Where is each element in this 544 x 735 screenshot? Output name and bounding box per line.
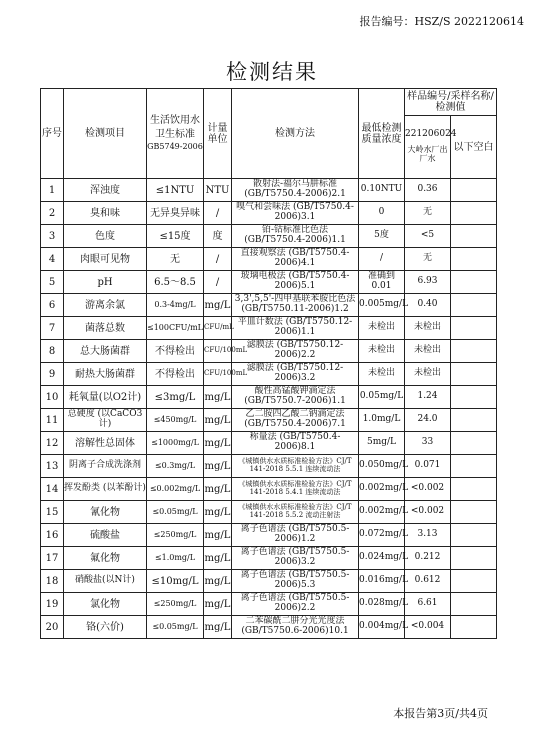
row-method: 散射法-福尔马肼标准 (GB/T5750.4-2006)2.1 <box>232 179 359 202</box>
row-standard: ≤250mg/L <box>147 524 204 547</box>
row-item: 耐热大肠菌群 <box>64 363 147 386</box>
row-unit: mg/L <box>204 432 232 455</box>
row-seq: 12 <box>41 432 64 455</box>
row-seq: 20 <box>41 616 64 639</box>
row-limit: 0.050mg/L <box>359 455 405 478</box>
header-standard-line2: 卫生标准 <box>155 129 195 141</box>
row-method: 《城镇供水水质标准检验方法》CJ/T 141-2018 5.5.2 流动注射法 <box>232 501 359 524</box>
header-sample-id <box>405 116 457 179</box>
row-seq: 6 <box>41 294 64 317</box>
sample-id: 221206024 <box>405 129 457 140</box>
row-unit: mg/L <box>204 294 232 317</box>
row-item: 耗氧量(以O2计) <box>64 386 147 409</box>
row-item: 肉眼可见物 <box>64 248 147 271</box>
table-row <box>41 570 497 593</box>
row-standard: ≤0.05mg/L <box>147 501 204 524</box>
table-row <box>41 409 497 432</box>
row-value: 0.212 <box>405 547 451 570</box>
row-method: 离子色谱法 (GB/T5750.5-2006)5.3 <box>232 570 359 593</box>
page-footer: 本报告第3页/共4页 <box>393 707 488 720</box>
row-unit: mg/L <box>204 547 232 570</box>
table-row <box>41 340 497 363</box>
header-standard-line1: 生活饮用水 <box>150 115 200 127</box>
row-seq: 19 <box>41 593 64 616</box>
row-standard: 不得检出 <box>147 363 204 386</box>
row-limit: 0.10NTU <box>359 179 405 202</box>
row-seq: 1 <box>41 179 64 202</box>
row-value: <0.002 <box>405 478 451 501</box>
row-standard: 不得检出 <box>147 340 204 363</box>
table-row <box>41 317 497 340</box>
row-unit: CFU/100mL <box>204 363 232 386</box>
table-row <box>41 432 497 455</box>
header-standard-line3: GB5749-2006 <box>147 142 203 152</box>
row-item: 总硬度 (以CaCO3计) <box>64 409 147 432</box>
row-method: 滤膜法 (GB/T5750.12-2006)3.2 <box>232 363 359 386</box>
row-seq: 15 <box>41 501 64 524</box>
table-row <box>41 363 497 386</box>
row-value: 无 <box>405 248 451 271</box>
row-limit: 1.0mg/L <box>359 409 405 432</box>
row-standard: ≤0.3mg/L <box>147 455 204 478</box>
results-table <box>40 88 497 639</box>
row-item: 硫酸盐 <box>64 524 147 547</box>
row-limit: 未检出 <box>359 363 405 386</box>
row-unit: mg/L <box>204 524 232 547</box>
row-blank <box>451 501 497 524</box>
row-unit: / <box>204 271 232 294</box>
row-blank <box>451 478 497 501</box>
row-method: 《城镇供水水质标准检验方法》CJ/T 141-2018 5.4.1 连续流动法 <box>232 478 359 501</box>
row-blank <box>451 363 497 386</box>
row-value: 0.071 <box>405 455 451 478</box>
row-item: 色度 <box>64 225 147 248</box>
row-standard: ≤250mg/L <box>147 593 204 616</box>
table-row <box>41 294 497 317</box>
row-limit: 0.002mg/L <box>359 478 405 501</box>
row-limit: 未检出 <box>359 340 405 363</box>
page-title: 检测结果 <box>226 60 318 84</box>
row-unit: mg/L <box>204 409 232 432</box>
header-unit: 计量单位 <box>204 89 232 179</box>
header-seq: 序号 <box>41 89 64 179</box>
row-value: <5 <box>405 225 451 248</box>
row-value: 24.0 <box>405 409 451 432</box>
row-limit: 5mg/L <box>359 432 405 455</box>
header-limit: 最低检测质量浓度 <box>359 89 405 179</box>
row-standard: ≤0.002mg/L <box>147 478 204 501</box>
row-seq: 8 <box>41 340 64 363</box>
row-limit: 0.024mg/L <box>359 547 405 570</box>
row-limit: 0.05mg/L <box>359 386 405 409</box>
row-value: 6.61 <box>405 593 451 616</box>
row-standard: 无 <box>147 248 204 271</box>
table-row <box>41 455 497 478</box>
row-method: 直接观察法 (GB/T5750.4-2006)4.1 <box>232 248 359 271</box>
table-row <box>41 202 497 225</box>
row-method: 《城镇供水水质标准检验方法》CJ/T 141-2018 5.5.1 连续流动法 <box>232 455 359 478</box>
row-item: 铬(六价) <box>64 616 147 639</box>
row-unit: mg/L <box>204 501 232 524</box>
row-method: 玻璃电极法 (GB/T5750.4-2006)5.1 <box>232 271 359 294</box>
row-method: 二苯碳酰二肼分光光度法 (GB/T5750.6-2006)10.1 <box>232 616 359 639</box>
sample-name: 大岭水厂出厂水 <box>407 145 448 163</box>
row-standard: 无异臭异味 <box>147 202 204 225</box>
row-method: 乙二胺四乙酸二钠滴定法 (GB/T5750.4-2006)7.1 <box>232 409 359 432</box>
row-method: 滤膜法 (GB/T5750.12-2006)2.2 <box>232 340 359 363</box>
row-standard: ≤1000mg/L <box>147 432 204 455</box>
table-row <box>41 248 497 271</box>
row-method: 离子色谱法 (GB/T5750.5-2006)3.2 <box>232 547 359 570</box>
header-standard <box>147 89 204 179</box>
row-limit: 0.072mg/L <box>359 524 405 547</box>
row-blank <box>451 202 497 225</box>
row-method: 酸性高锰酸钾滴定法 (GB/T5750.7-2006)1.1 <box>232 386 359 409</box>
row-method: 嗅气和尝味法 (GB/T5750.4-2006)3.1 <box>232 202 359 225</box>
row-limit: 0.016mg/L <box>359 570 405 593</box>
row-value: 0.36 <box>405 179 451 202</box>
row-value: 未检出 <box>405 363 451 386</box>
row-standard: ≤1.0mg/L <box>147 547 204 570</box>
report-number: 报告编号：HSZ/S 2022120614 <box>359 15 524 28</box>
row-item: 氰化物 <box>64 501 147 524</box>
row-value: 6.93 <box>405 271 451 294</box>
row-item: 溶解性总固体 <box>64 432 147 455</box>
table-row <box>41 616 497 639</box>
table-row <box>41 478 497 501</box>
row-method: 平皿计数法 (GB/T5750.12-2006)1.1 <box>232 317 359 340</box>
row-blank <box>451 317 497 340</box>
row-item: 游离余氯 <box>64 294 147 317</box>
row-seq: 5 <box>41 271 64 294</box>
row-value: <0.004 <box>405 616 451 639</box>
row-standard: ≤100CFU/mL <box>147 317 204 340</box>
row-blank <box>451 455 497 478</box>
row-unit: mg/L <box>204 570 232 593</box>
row-standard: ≤450mg/L <box>147 409 204 432</box>
row-value: 未检出 <box>405 317 451 340</box>
row-standard: 0.3-4mg/L <box>147 294 204 317</box>
row-seq: 13 <box>41 455 64 478</box>
row-unit: mg/L <box>204 478 232 501</box>
table-row <box>41 593 497 616</box>
row-blank <box>451 248 497 271</box>
row-blank <box>451 179 497 202</box>
row-seq: 3 <box>41 225 64 248</box>
row-blank <box>451 225 497 248</box>
table-row <box>41 547 497 570</box>
row-limit: 0.005mg/L <box>359 294 405 317</box>
row-blank <box>451 570 497 593</box>
table-row <box>41 524 497 547</box>
row-seq: 7 <box>41 317 64 340</box>
row-unit: 度 <box>204 225 232 248</box>
table-row <box>41 386 497 409</box>
row-unit: NTU <box>204 179 232 202</box>
row-unit: / <box>204 248 232 271</box>
row-value: 0.612 <box>405 570 451 593</box>
row-unit: mg/L <box>204 616 232 639</box>
row-value: 1.24 <box>405 386 451 409</box>
row-limit: / <box>359 248 405 271</box>
header-row <box>41 89 497 116</box>
row-blank <box>451 386 497 409</box>
row-standard: 6.5～8.5 <box>147 271 204 294</box>
row-seq: 10 <box>41 386 64 409</box>
row-limit: 0.002mg/L <box>359 501 405 524</box>
table-row <box>41 271 497 294</box>
row-blank <box>451 547 497 570</box>
table-row <box>41 179 497 202</box>
row-item: 总大肠菌群 <box>64 340 147 363</box>
row-seq: 11 <box>41 409 64 432</box>
row-seq: 16 <box>41 524 64 547</box>
row-limit: 0 <box>359 202 405 225</box>
row-value: 未检出 <box>405 340 451 363</box>
row-item: 臭和味 <box>64 202 147 225</box>
row-method: 铂-钴标准比色法 (GB/T5750.4-2006)1.1 <box>232 225 359 248</box>
row-value: 0.40 <box>405 294 451 317</box>
row-blank <box>451 432 497 455</box>
row-value: <0.002 <box>405 501 451 524</box>
row-seq: 4 <box>41 248 64 271</box>
row-seq: 2 <box>41 202 64 225</box>
table-row <box>41 501 497 524</box>
row-blank <box>451 524 497 547</box>
row-standard: ≤1NTU <box>147 179 204 202</box>
table-row <box>41 225 497 248</box>
row-blank <box>451 340 497 363</box>
row-seq: 9 <box>41 363 64 386</box>
row-method: 称量法 (GB/T5750.4-2006)8.1 <box>232 432 359 455</box>
header-sample: 样品编号/采样名称/检测值 <box>405 89 497 116</box>
row-limit: 0.028mg/L <box>359 593 405 616</box>
row-item: 浑浊度 <box>64 179 147 202</box>
row-item: 挥发酚类 (以苯酚计) <box>64 478 147 501</box>
row-method: 3,3',5,5'-四甲基联苯胺比色法 (GB/T5750.11-2006)1.2 <box>232 294 359 317</box>
row-unit: CFU/100mL <box>204 340 232 363</box>
row-limit: 未检出 <box>359 317 405 340</box>
row-seq: 14 <box>41 478 64 501</box>
row-value: 3.13 <box>405 524 451 547</box>
row-unit: mg/L <box>204 455 232 478</box>
row-standard: ≤10mg/L <box>147 570 204 593</box>
header-blank-note: 以下空白 <box>451 116 497 179</box>
row-method: 离子色谱法 (GB/T5750.5-2006)1.2 <box>232 524 359 547</box>
row-item: 菌落总数 <box>64 317 147 340</box>
row-standard: ≤3mg/L <box>147 386 204 409</box>
row-item: pH <box>64 271 147 294</box>
row-blank <box>451 294 497 317</box>
row-unit: mg/L <box>204 386 232 409</box>
row-seq: 17 <box>41 547 64 570</box>
row-limit: 5度 <box>359 225 405 248</box>
row-item: 氯化物 <box>64 593 147 616</box>
header-item: 检测项目 <box>64 89 147 179</box>
row-item: 阴离子合成洗涤剂 <box>64 455 147 478</box>
row-blank <box>451 593 497 616</box>
row-blank <box>451 616 497 639</box>
row-blank <box>451 271 497 294</box>
row-unit: / <box>204 202 232 225</box>
row-limit: 准确到0.01 <box>359 271 405 294</box>
row-unit: CFU/mL <box>204 317 232 340</box>
row-limit: 0.004mg/L <box>359 616 405 639</box>
row-unit: mg/L <box>204 593 232 616</box>
row-blank <box>451 409 497 432</box>
row-seq: 18 <box>41 570 64 593</box>
row-value: 33 <box>405 432 451 455</box>
row-standard: ≤15度 <box>147 225 204 248</box>
row-standard: ≤0.05mg/L <box>147 616 204 639</box>
row-value: 无 <box>405 202 451 225</box>
row-method: 离子色谱法 (GB/T5750.5-2006)2.2 <box>232 593 359 616</box>
row-item: 硝酸盐(以N计) <box>64 570 147 593</box>
row-item: 氟化物 <box>64 547 147 570</box>
header-method: 检测方法 <box>232 89 359 179</box>
